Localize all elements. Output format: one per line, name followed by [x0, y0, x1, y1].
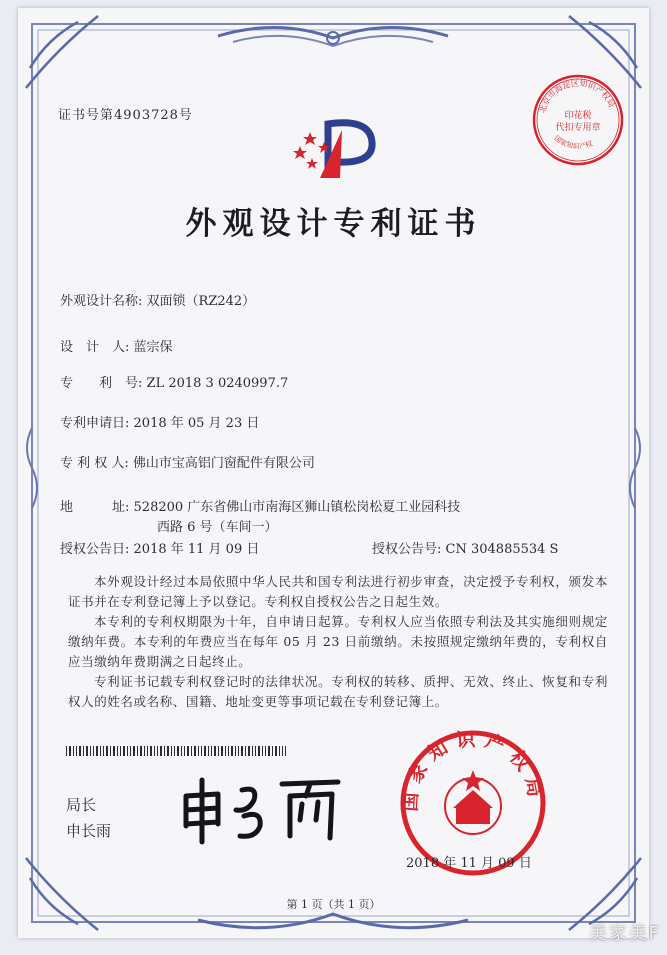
field-grant-date: [60, 538, 259, 557]
grant-date-value: 2018 年 11 月 09 日: [133, 542, 260, 557]
director-name: 申长雨: [66, 822, 112, 840]
grant-no-label: 授权公告号:: [372, 542, 442, 557]
patentee-value: 佛山市宝高铝门窗配件有限公司: [132, 456, 315, 471]
page-number: 第 1 页（共 1 页）: [286, 898, 381, 911]
design-name-value: 双面锁（RZ242）: [146, 294, 256, 309]
designer-value: 蓝宗保: [133, 340, 173, 355]
field-filing-date: [60, 412, 259, 431]
field-designer: [60, 336, 173, 355]
patent-no-label: 专 利 号:: [60, 376, 143, 391]
grant-date-label: 授权公告日:: [60, 542, 130, 557]
filing-date-label: 专利申请日:: [60, 416, 130, 431]
patent-office-logo-icon: [290, 112, 380, 182]
address-line2: [157, 516, 278, 535]
grant-no-value: CN 304885534 S: [445, 542, 559, 557]
certificate-sheet: [18, 8, 649, 938]
field-grant-no: [372, 538, 558, 557]
filing-date-value: 2018 年 05 月 23 日: [133, 416, 260, 431]
address-value-line2: 西路 6 号（车间一）: [157, 520, 278, 535]
barcode-icon: [66, 746, 286, 756]
body-paragraph-2: 本专利的专利权期限为十年，自申请日起算。专利权人应当依照专利法及其实施细则规定缴纳年费。本专利的年费应当在每年 05 月 23 日前缴纳。未按照规定缴纳年费的，专利权自应当缴纳年费期满之日起终止。: [68, 614, 608, 669]
tax-stamp-ring-text: 北京市海淀区知识产权局: [537, 78, 617, 115]
body-paragraph-3: 专利证书记载专利权登记时的法律状况。专利权的转移、质押、无效、终止、恢复和专利权人的姓名或名称、国籍、地址变更等事项记载在专利登记簿上。: [68, 674, 608, 709]
certificate-title: 外观设计专利证书: [185, 206, 482, 242]
seal-date: 2018 年 11 月 09 日: [406, 856, 532, 871]
body-paragraph-1: 本外观设计经过本局依照中华人民共和国专利法进行初步审查，决定授予专利权，颁发本证书并在专利登记簿上予以登记。专利权自授权公告之日起生效。: [68, 574, 608, 609]
tax-stamp: [530, 72, 626, 168]
designer-label: 设 计 人:: [60, 340, 130, 355]
svg-text:国家知识产权: [553, 133, 594, 150]
director-title: 局长: [66, 796, 97, 814]
patent-no-value: ZL 2018 3 0240997.7: [146, 376, 289, 391]
design-name-label: 外观设计名称:: [60, 294, 143, 309]
field-patentee: [60, 452, 315, 471]
certificate-number: 证书号第4903728号: [58, 108, 193, 123]
field-design-name: [60, 290, 255, 309]
patentee-label: 专 利 权 人:: [60, 456, 129, 471]
field-address: [60, 496, 460, 515]
address-value-line1: 528200 广东省佛山市南海区狮山镇松岗松夏工业园科技: [133, 500, 461, 515]
watermark: 美家美F: [588, 923, 661, 944]
handwritten-signature: [178, 776, 348, 846]
tax-stamp-line1: 印花税: [564, 111, 592, 121]
tax-stamp-line2: 代扣专用章: [555, 123, 601, 133]
field-patent-no: [60, 372, 288, 391]
seal-ring-text: 国家知识产权局: [399, 728, 548, 813]
tax-stamp-bottom-text: 国家知识产权: [552, 134, 594, 151]
address-label: 地 址:: [60, 500, 130, 515]
